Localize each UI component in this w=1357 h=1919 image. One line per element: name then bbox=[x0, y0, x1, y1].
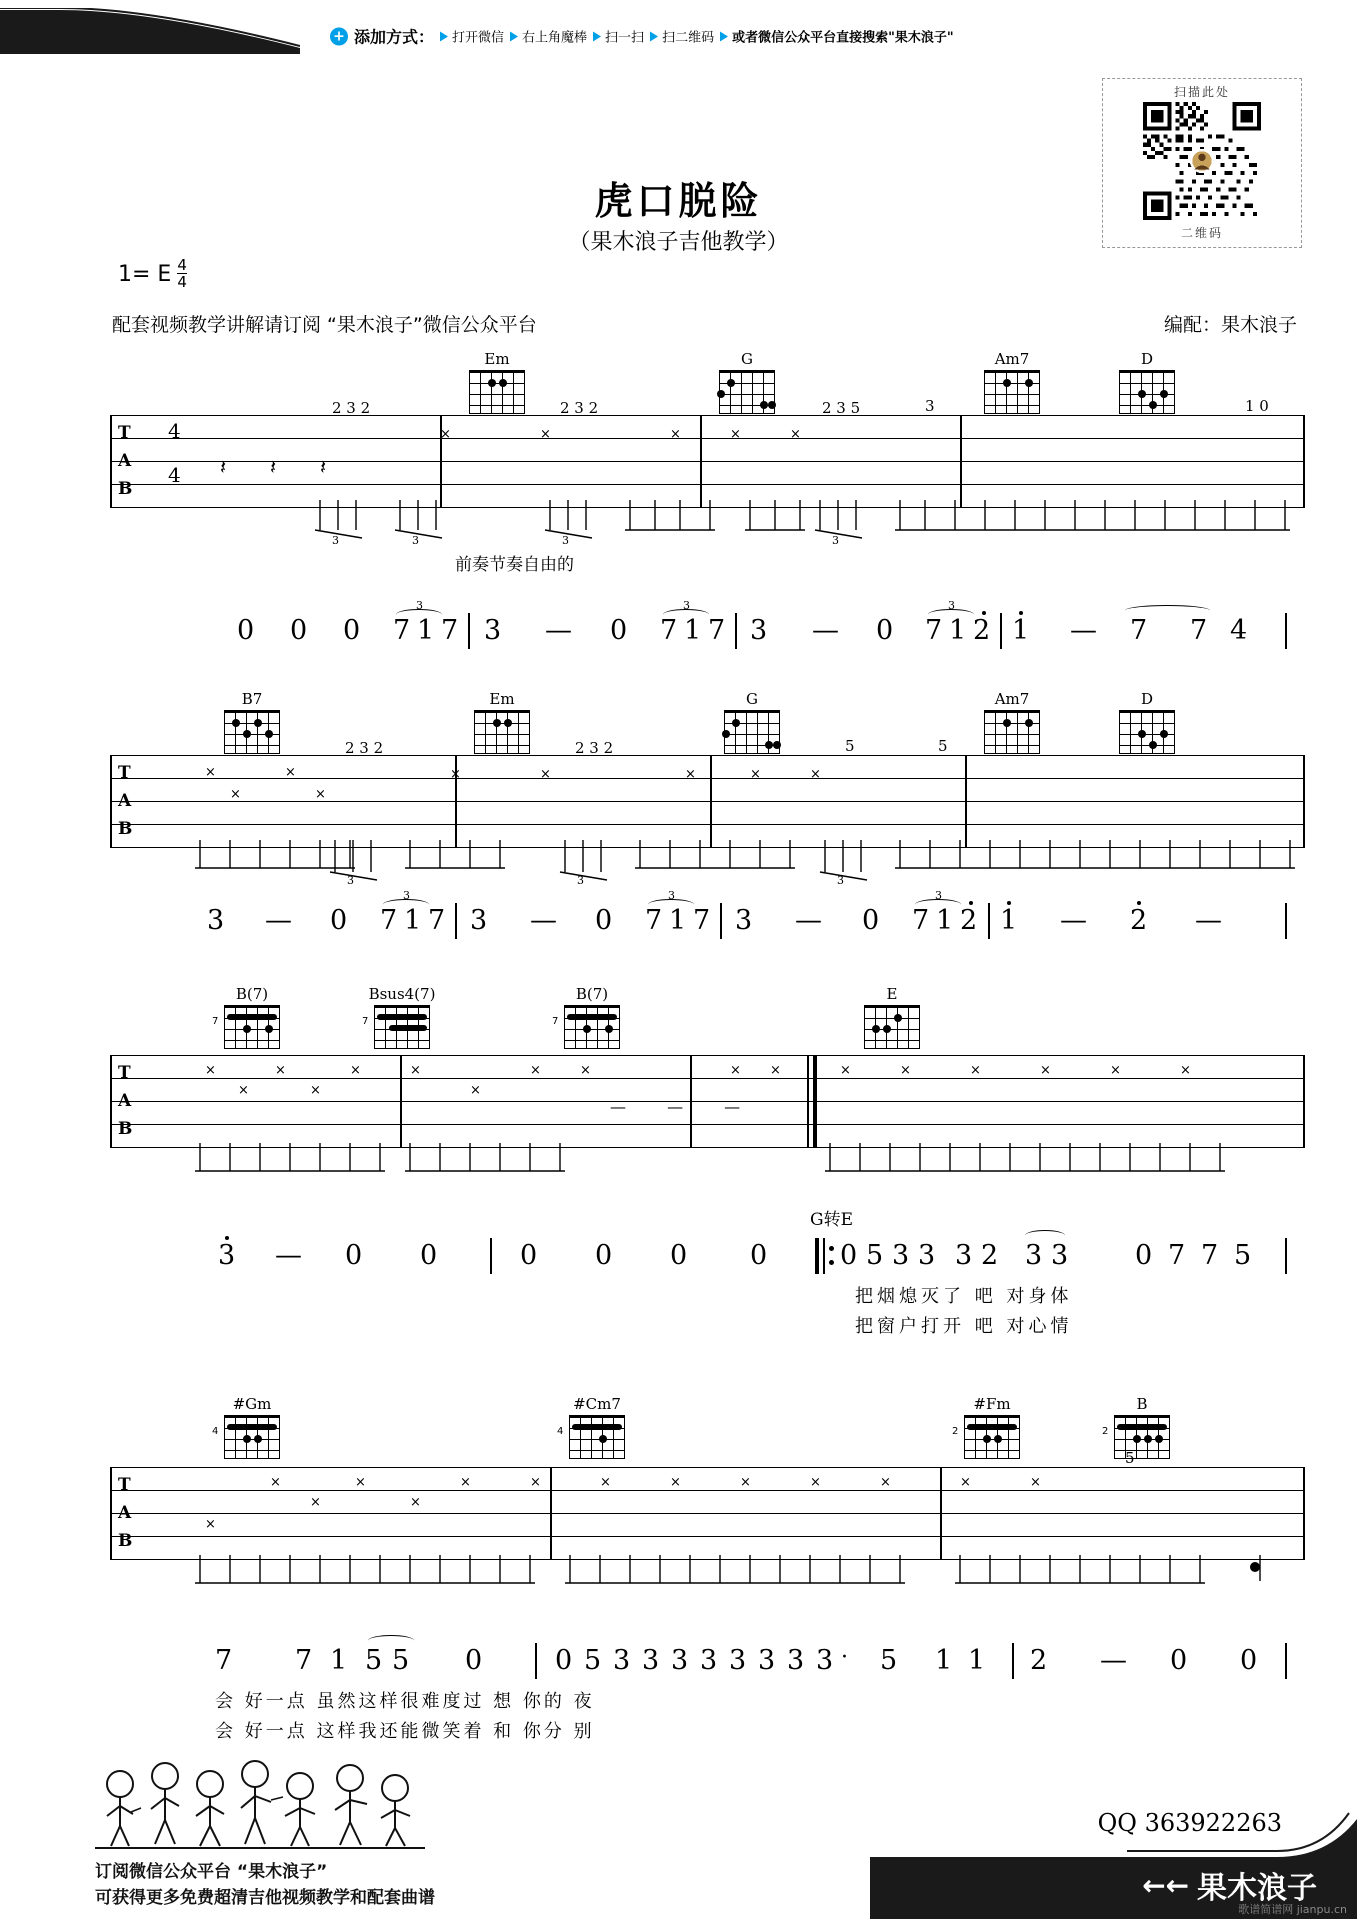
chord-grid bbox=[984, 370, 1040, 414]
brand-logo: ←← 果木浪子 bbox=[1142, 1868, 1317, 1906]
mute-x: × bbox=[810, 1475, 821, 1490]
staff-system-3 bbox=[0, 985, 1357, 1230]
numbered-notation-line-1: 0 0 0 7 1 7 3 3 — 0 7 1 7 3 3 — 0 7 1 2 3 1 — 7 7 4 bbox=[0, 615, 1357, 675]
slur bbox=[1025, 1230, 1065, 1241]
tab-number: 5 bbox=[938, 737, 948, 755]
tab-number: 2 3 2 bbox=[345, 739, 384, 757]
svg-text:3: 3 bbox=[347, 874, 354, 885]
time-sig-bottom: 4 bbox=[168, 463, 181, 487]
svg-text:3: 3 bbox=[832, 534, 839, 545]
chord-diagram-b7-alt bbox=[212, 985, 289, 1049]
plus-icon: + bbox=[330, 27, 348, 45]
fret-marker: 7 bbox=[362, 1016, 369, 1027]
qq-number: QQ 363922263 bbox=[1097, 1809, 1282, 1837]
chord-grid bbox=[864, 1005, 920, 1049]
mute-x: × bbox=[790, 427, 801, 442]
qr-bottom-label: 二维码 bbox=[1180, 226, 1223, 240]
chord-name: Em bbox=[489, 690, 515, 708]
barline bbox=[468, 613, 470, 649]
staff-system-4 bbox=[0, 1395, 1357, 1575]
chord-name: G bbox=[741, 350, 753, 368]
chord-grid bbox=[719, 370, 775, 414]
qr-top-label: 扫描此处 bbox=[1173, 85, 1230, 99]
mute-x: × bbox=[730, 427, 741, 442]
mute-x: × bbox=[450, 767, 461, 782]
chord-diagram-bsus4-7 bbox=[362, 985, 439, 1049]
mute-x: × bbox=[350, 1063, 361, 1078]
barline bbox=[1285, 903, 1287, 939]
chord-grid bbox=[724, 710, 780, 754]
mute-x: × bbox=[315, 787, 326, 802]
tab-number: 5 bbox=[1125, 1449, 1135, 1467]
step-1: 打开微信 bbox=[440, 27, 504, 46]
tab-clef: T A B bbox=[118, 763, 133, 839]
chord-grid bbox=[552, 1005, 620, 1049]
lyrics-verse-1: 把烟熄灭了 吧 对身体 bbox=[855, 1286, 1073, 1307]
time-sig-denominator: 4 bbox=[177, 273, 187, 291]
mute-x: × bbox=[410, 1063, 421, 1078]
chord-diagram-b7-alt2 bbox=[552, 985, 629, 1049]
barline bbox=[735, 613, 737, 649]
slur bbox=[383, 899, 429, 910]
cartoon-people-illustration bbox=[95, 1754, 425, 1849]
rhythm-stems bbox=[110, 1555, 1305, 1595]
chord-grid bbox=[1119, 370, 1175, 414]
mute-x: × bbox=[530, 1475, 541, 1490]
chord-diagram-e bbox=[855, 985, 929, 1049]
tab-number: 2 3 2 bbox=[560, 399, 599, 417]
barline bbox=[1285, 1643, 1287, 1679]
lyrics-verse-2: 会 好一点 这样我还能微笑着 和 你分 别 bbox=[215, 1721, 595, 1742]
chord-grid bbox=[474, 710, 530, 754]
mute-x: × bbox=[530, 1063, 541, 1078]
chord-diagram-b bbox=[1102, 1395, 1179, 1459]
mute-x: × bbox=[310, 1495, 321, 1510]
chord-name: B7 bbox=[241, 690, 263, 708]
lyrics-verse-2: 把窗户打开 吧 对心情 bbox=[855, 1316, 1073, 1337]
chord-diagram-fsharp-m bbox=[952, 1395, 1029, 1459]
mute-x: × bbox=[470, 1083, 481, 1098]
barline bbox=[1000, 613, 1002, 649]
chord-name: #Gm bbox=[232, 1395, 272, 1413]
play-triangle-icon bbox=[510, 31, 518, 41]
mute-x: × bbox=[205, 1063, 216, 1078]
mute-x: × bbox=[460, 1475, 471, 1490]
mute-x: × bbox=[310, 1083, 321, 1098]
repeat-barline bbox=[823, 1238, 825, 1274]
play-triangle-icon bbox=[650, 31, 658, 41]
tab-number: 2 3 2 bbox=[332, 399, 371, 417]
staff-system-2 bbox=[0, 690, 1357, 885]
chord-name: G bbox=[746, 690, 758, 708]
tab-number: 5 bbox=[845, 737, 855, 755]
mute-x: × bbox=[540, 427, 551, 442]
step-3: 扫一扫 bbox=[593, 27, 644, 46]
tab-staff bbox=[110, 737, 1305, 885]
chord-grid bbox=[1102, 1415, 1170, 1459]
chord-diagram-d bbox=[1110, 690, 1184, 754]
mute-x: × bbox=[1180, 1063, 1191, 1078]
tab-number: 3 bbox=[925, 397, 935, 415]
svg-text:3: 3 bbox=[837, 874, 844, 885]
svg-text:3: 3 bbox=[562, 534, 569, 545]
step-2: 右上角魔棒 bbox=[510, 27, 587, 46]
barline bbox=[455, 903, 457, 939]
chord-grid bbox=[952, 1415, 1020, 1459]
mute-x: × bbox=[900, 1063, 911, 1078]
chord-diagram-b7 bbox=[215, 690, 289, 754]
slur bbox=[648, 899, 694, 910]
mute-x: × bbox=[670, 1475, 681, 1490]
mute-x: × bbox=[600, 1475, 611, 1490]
mute-x: × bbox=[960, 1475, 971, 1490]
page-subtitle: （果木浪子吉他教学） bbox=[568, 230, 789, 255]
tab-staff bbox=[110, 1449, 1305, 1562]
chord-grid bbox=[469, 370, 525, 414]
chord-name: B(7) bbox=[235, 985, 269, 1003]
sustain-dashes: — — — bbox=[610, 1097, 759, 1116]
chord-grid bbox=[1119, 710, 1175, 754]
watermark: 歌谱简谱网 jianpu.cn bbox=[1238, 1903, 1347, 1916]
mute-x: × bbox=[730, 1063, 741, 1078]
chord-grid bbox=[224, 710, 280, 754]
chord-diagram-csharp-m7 bbox=[557, 1395, 634, 1459]
mute-x: × bbox=[970, 1063, 981, 1078]
mute-x: × bbox=[540, 767, 551, 782]
mute-x: × bbox=[230, 787, 241, 802]
chord-name: Am7 bbox=[994, 690, 1030, 708]
chord-diagram-d bbox=[1110, 350, 1184, 414]
mute-x: × bbox=[270, 1475, 281, 1490]
mute-x: × bbox=[410, 1495, 421, 1510]
chord-name: #Fm bbox=[973, 1395, 1011, 1413]
numbered-notation-line-2: 3 — 0 7 1 7 3 3 — 0 7 1 7 3 3 — 0 7 1 2 3 1 — 2 — bbox=[0, 905, 1357, 965]
chord-diagram-am7 bbox=[975, 350, 1049, 414]
rest-symbol: 𝄽 bbox=[270, 455, 277, 479]
numbered-notation-line-4: 7 7 1 5 5 0 0 5 3 3 3 3 3 3 3 3 · 5 1 1 2 — 0 0 会 好一点 虽然这样很难度过 想 你的 夜 会 好一点 这样我还能微笑着 和 你分 别 bbox=[0, 1645, 1357, 1755]
time-sig-numerator: 4 bbox=[177, 256, 187, 274]
step-5: 或者微信公众平台直接搜索"果木浪子" bbox=[720, 27, 954, 46]
chord-diagram-em bbox=[460, 350, 534, 414]
chord-grid bbox=[557, 1415, 625, 1459]
mute-x: × bbox=[285, 765, 296, 780]
slur bbox=[396, 609, 442, 620]
fret-marker: 4 bbox=[557, 1426, 564, 1437]
decorative-swoosh bbox=[0, 8, 300, 54]
chord-grid bbox=[362, 1005, 430, 1049]
chord-name: B(7) bbox=[575, 985, 609, 1003]
barline bbox=[720, 903, 722, 939]
chord-grid bbox=[212, 1005, 280, 1049]
tab-number: 2 3 2 bbox=[575, 739, 614, 757]
step-4: 扫二维码 bbox=[650, 27, 714, 46]
chord-name: #Cm7 bbox=[573, 1395, 621, 1413]
lyrics-verse-1: 会 好一点 虽然这样很难度过 想 你的 夜 bbox=[215, 1691, 595, 1712]
add-label: 添加方式： bbox=[354, 27, 435, 47]
fret-marker: 4 bbox=[212, 1426, 219, 1437]
slur bbox=[663, 609, 709, 620]
mute-x: × bbox=[740, 1475, 751, 1490]
tab-number: 2 3 5 bbox=[822, 399, 861, 417]
svg-text:3: 3 bbox=[577, 874, 584, 885]
tab-clef: T A B bbox=[118, 423, 133, 499]
svg-text:3: 3 bbox=[332, 534, 339, 545]
tab-number: 1 0 bbox=[1245, 397, 1269, 415]
key-signature bbox=[118, 258, 187, 290]
mute-x: × bbox=[770, 1063, 781, 1078]
mute-x: × bbox=[238, 1083, 249, 1098]
mute-x: × bbox=[440, 427, 451, 442]
tab-staff bbox=[110, 397, 1305, 545]
mute-x: × bbox=[880, 1475, 891, 1490]
wechat-add-instructions bbox=[330, 25, 954, 48]
barline bbox=[490, 1238, 492, 1274]
mute-x: × bbox=[685, 767, 696, 782]
chord-name: D bbox=[1140, 350, 1154, 368]
svg-text:3: 3 bbox=[412, 534, 419, 545]
g-to-e-annotation: G转E bbox=[810, 1210, 853, 1230]
footer bbox=[0, 1739, 1357, 1919]
play-triangle-icon bbox=[593, 31, 601, 41]
barline bbox=[535, 1643, 537, 1679]
mute-x: × bbox=[275, 1063, 286, 1078]
mute-x: × bbox=[750, 767, 761, 782]
play-triangle-icon bbox=[720, 31, 728, 41]
fret-marker: 2 bbox=[952, 1426, 959, 1437]
top-bar bbox=[0, 0, 1357, 70]
mute-x: × bbox=[1030, 1475, 1041, 1490]
tab-clef: T A B bbox=[118, 1475, 133, 1551]
slur bbox=[915, 899, 961, 910]
chord-name: D bbox=[1140, 690, 1154, 708]
mute-x: × bbox=[580, 1063, 591, 1078]
chord-name: Am7 bbox=[994, 350, 1030, 368]
left-arrow-icon: ←← bbox=[1142, 1868, 1189, 1902]
chord-diagram-g bbox=[715, 690, 789, 754]
key-label: 1= E bbox=[118, 261, 172, 287]
chord-diagram-gsharp-m bbox=[212, 1395, 289, 1459]
fret-marker: 7 bbox=[212, 1016, 219, 1027]
barline bbox=[1285, 613, 1287, 649]
tab-staff bbox=[110, 1055, 1305, 1150]
free-tempo-annotation: 前奏节奏自由的 bbox=[455, 555, 574, 575]
tab-clef: T A B bbox=[118, 1063, 133, 1139]
barline bbox=[988, 903, 990, 939]
chord-diagram-g bbox=[710, 350, 784, 414]
slur bbox=[928, 609, 974, 620]
chord-name: E bbox=[886, 985, 898, 1003]
barline bbox=[1285, 1238, 1287, 1274]
time-signature bbox=[177, 258, 187, 290]
mute-x: × bbox=[840, 1063, 851, 1078]
rhythm-stems bbox=[110, 1143, 1305, 1183]
chord-grid bbox=[984, 710, 1040, 754]
fret-marker: 7 bbox=[552, 1016, 559, 1027]
staff-system-1 bbox=[0, 350, 1357, 575]
mute-x: × bbox=[355, 1475, 366, 1490]
rest-symbol: 𝄽 bbox=[220, 455, 227, 479]
mute-x: × bbox=[1110, 1063, 1121, 1078]
fret-marker: 2 bbox=[1102, 1426, 1109, 1437]
numbered-notation-line-3: 3 — 0 0 0 0 0 0 0 5 3 3 3 2 3 3 0 7 7 5 把烟熄灭了 吧 对身体 把窗户打开 吧 对心情 bbox=[0, 1240, 1357, 1350]
footer-note: 订阅微信公众平台 “果木浪子” 可获得更多免费超清吉他视频教学和配套曲谱 bbox=[95, 1862, 435, 1908]
chord-diagram-am7 bbox=[975, 690, 1049, 754]
mute-x: × bbox=[1040, 1063, 1051, 1078]
chord-diagram-em bbox=[465, 690, 539, 754]
subscribe-info: 配套视频教学讲解请订阅 “果木浪子”微信公众平台 bbox=[112, 314, 537, 336]
slur bbox=[368, 1635, 414, 1646]
rest-symbol: 𝄽 bbox=[320, 455, 327, 479]
page-title: 虎口脱险 bbox=[594, 178, 763, 223]
barline bbox=[1012, 1643, 1014, 1679]
arranger-credit: 编配：果木浪子 bbox=[1163, 314, 1297, 336]
chord-name: Bsus4(7) bbox=[368, 985, 436, 1003]
mute-x: × bbox=[670, 427, 681, 442]
mute-x: × bbox=[205, 1517, 216, 1532]
mute-x: × bbox=[205, 765, 216, 780]
rhythm-stems bbox=[110, 500, 1305, 545]
play-triangle-icon bbox=[440, 31, 448, 41]
rhythm-stems bbox=[110, 840, 1305, 885]
chord-name: B bbox=[1136, 1395, 1148, 1413]
time-sig-top: 4 bbox=[168, 419, 181, 443]
repeat-barline bbox=[815, 1238, 819, 1274]
chord-grid bbox=[212, 1415, 280, 1459]
mute-x: × bbox=[810, 767, 821, 782]
chord-name: Em bbox=[484, 350, 510, 368]
